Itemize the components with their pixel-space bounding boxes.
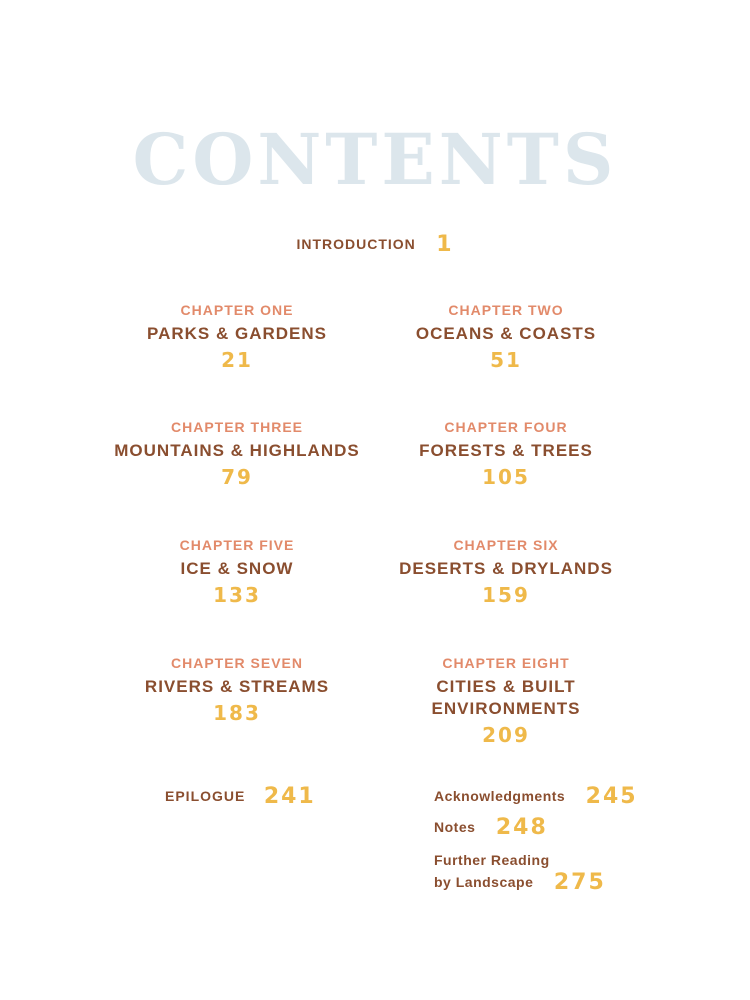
epilogue-label: EPILOGUE [165, 788, 246, 804]
page-title: CONTENTS [132, 118, 618, 201]
further-reading-page: 275 [553, 870, 606, 895]
chapter-eight-name-line2: ENVIRONMENTS [431, 699, 581, 718]
chapter-three-name: MOUNTAINS & HIGHLANDS [114, 441, 360, 460]
introduction-page: 1 [436, 232, 454, 257]
chapter-seven-label: CHAPTER SEVEN [170, 655, 304, 671]
chapter-five-page: 133 [213, 583, 261, 607]
chapter-one-label: CHAPTER ONE [180, 302, 294, 318]
chapter-eight-page: 209 [482, 723, 530, 747]
chapter-two-entry [356, 301, 656, 373]
chapter-five-entry [87, 536, 387, 608]
chapter-five-label: CHAPTER FIVE [179, 537, 295, 553]
chapter-eight-label: CHAPTER EIGHT [442, 655, 570, 671]
chapter-one-entry [87, 301, 387, 373]
chapter-two-page: 51 [490, 348, 522, 372]
chapter-four-label: CHAPTER FOUR [444, 419, 568, 435]
notes-page: 248 [495, 815, 548, 840]
chapter-one-name: PARKS & GARDENS [147, 324, 327, 343]
acknowledgments-page: 245 [585, 784, 638, 809]
chapter-six-entry [356, 536, 656, 608]
chapter-six-page: 159 [482, 583, 530, 607]
chapter-three-page: 79 [221, 465, 253, 489]
chapter-two-label: CHAPTER TWO [448, 302, 564, 318]
chapter-four-entry [356, 418, 656, 490]
chapter-seven-page: 183 [213, 701, 261, 725]
further-reading-label-line1: Further Reading [434, 852, 550, 868]
chapter-four-name: FORESTS & TREES [419, 441, 593, 460]
epilogue-entry [165, 784, 316, 809]
acknowledgments-label: Acknowledgments [434, 788, 566, 804]
epilogue-page: 241 [263, 784, 316, 809]
chapter-two-name: OCEANS & COASTS [415, 324, 597, 343]
chapter-six-label: CHAPTER SIX [453, 537, 559, 553]
chapter-five-name: ICE & SNOW [180, 559, 294, 578]
introduction-label: INTRODUCTION [296, 236, 416, 252]
chapter-three-entry [87, 418, 387, 490]
further-reading-label-line2: by Landscape [434, 874, 534, 890]
further-reading-entry [434, 849, 606, 894]
notes-label: Notes [434, 819, 476, 835]
chapter-eight-entry [356, 654, 656, 748]
chapter-four-page: 105 [482, 465, 530, 489]
acknowledgments-entry [434, 784, 638, 809]
notes-entry [434, 815, 548, 840]
introduction-entry [0, 232, 750, 257]
chapter-seven-entry [87, 654, 387, 726]
chapter-three-label: CHAPTER THREE [170, 419, 303, 435]
chapter-seven-name: RIVERS & STREAMS [144, 677, 330, 696]
chapter-one-page: 21 [221, 348, 253, 372]
chapter-six-name: DESERTS & DRYLANDS [399, 559, 613, 578]
chapter-eight-name-line1: CITIES & BUILT [436, 677, 576, 696]
